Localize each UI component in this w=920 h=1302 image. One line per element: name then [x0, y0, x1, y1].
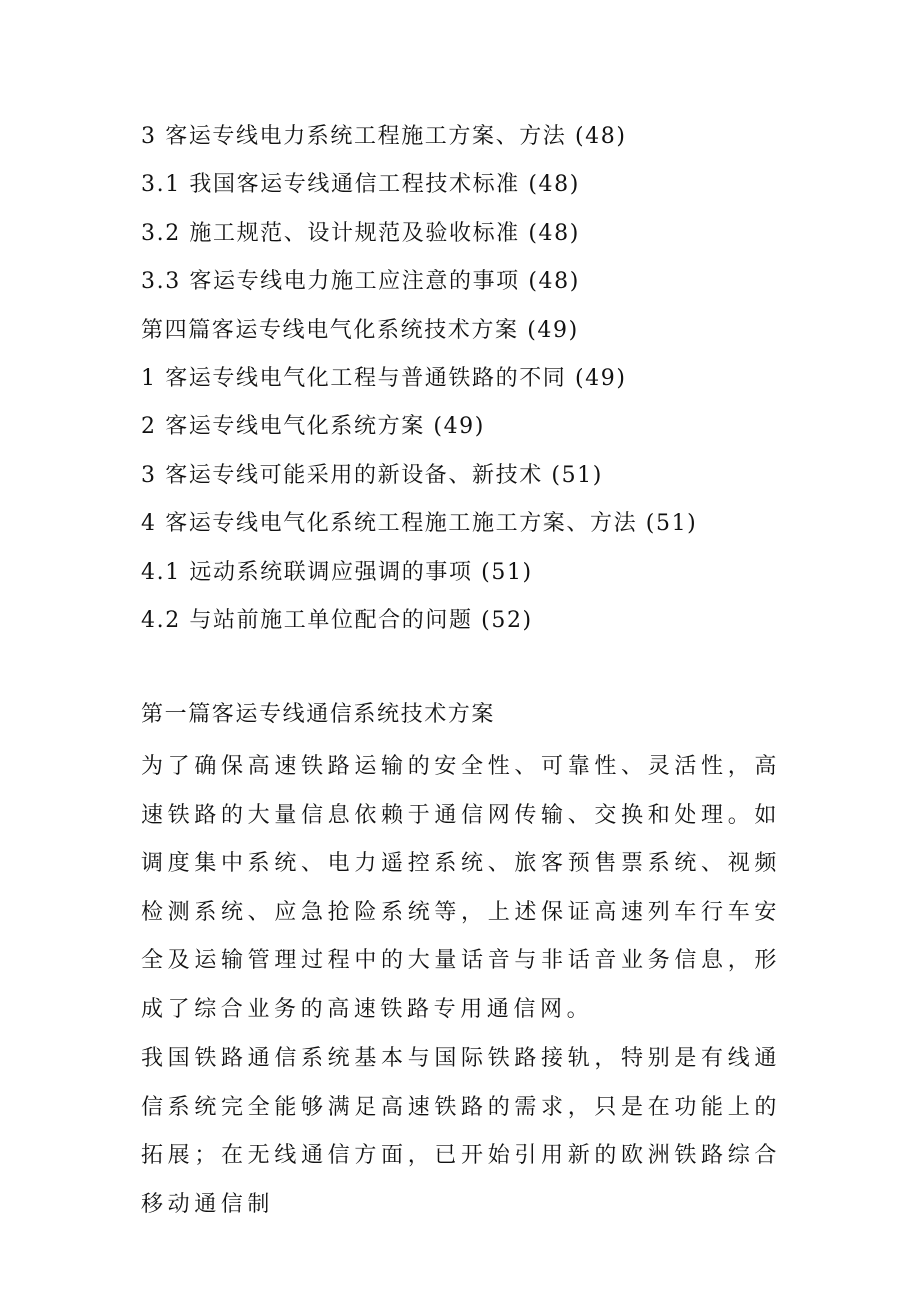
toc-entry: 3 客运专线电力系统工程施工方案、方法 (48)	[141, 124, 627, 149]
toc-entry: 3.3 客运专线电力施工应注意的事项 (48)	[141, 269, 580, 295]
toc-entry: 3 客运专线可能采用的新设备、新技术 (51)	[141, 462, 603, 488]
toc-entry: 3.2 施工规范、设计规范及验收标准 (48)	[141, 220, 580, 246]
toc-entry: 4.2 与站前施工单位配合的问题 (52)	[141, 607, 533, 633]
toc-entry: 3.1 我国客运专线通信工程技术标准 (48)	[141, 172, 580, 198]
toc-entry: 2 客运专线电气化系统方案 (49)	[141, 414, 485, 440]
table-of-contents	[141, 118, 841, 650]
body-paragraph: 为了确保高速铁路运输的安全性、可靠性、灵活性，高速铁路的大量信息依赖于通信网传输、交换和处理。如调度集中系统、电力遥控系统、旅客预售票系统、视频检测系统、应急抢险系统等，上述保证高速列车行车安全及运输管理过程中的大量话音与非话音业务信息，形成了综合业务的高速铁路专用通信网。	[141, 754, 781, 1022]
toc-entry: 1 客运专线电气化工程与普通铁路的不同 (49)	[141, 365, 627, 391]
toc-entry: 4.1 远动系统联调应强调的事项 (51)	[141, 559, 533, 585]
toc-entry: 4 客运专线电气化系统工程施工施工方案、方法 (51)	[141, 511, 698, 537]
body-paragraph: 我国铁路通信系统基本与国际铁路接轨，特别是有线通信系统完全能够满足高速铁路的需求，只是在功能上的拓展；在无线通信方面，已开始引用新的欧洲铁路综合移动通信制	[141, 1046, 781, 1217]
toc-entry: 第四篇客运专线电气化系统技术方案 (49)	[141, 317, 579, 343]
section-heading: 第一篇客运专线通信系统技术方案	[141, 702, 496, 727]
